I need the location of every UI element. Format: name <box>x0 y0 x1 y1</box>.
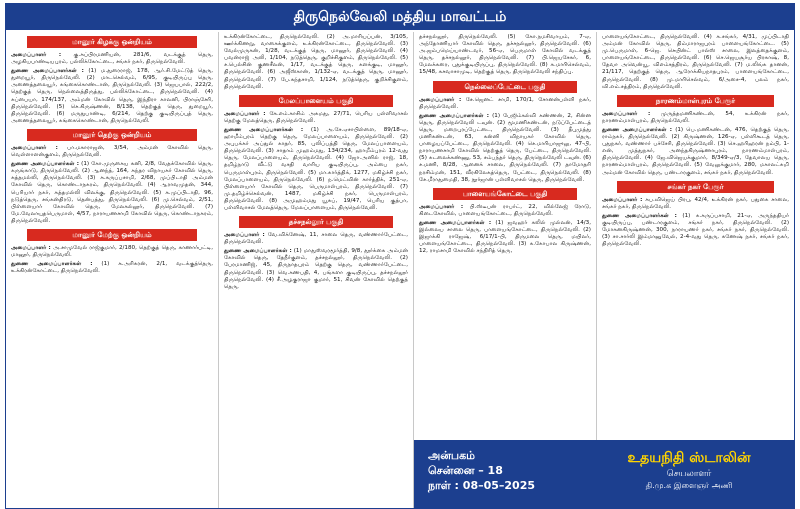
entry-paragraph <box>11 161 213 225</box>
section-heading: சங்கர் நகர் பேரூர் <box>617 181 774 193</box>
footer-date: நாள் : 08–05–2025 <box>428 479 536 492</box>
role-label: அமைப்பாளர் : <box>419 203 464 210</box>
role-label: அமைப்பாளர் : <box>224 110 266 117</box>
entry-paragraph <box>11 261 213 275</box>
section-heading: மானூர் கிழக்கு ஒன்றியம் <box>27 36 197 48</box>
footer-signatory <box>604 448 774 492</box>
column-4 <box>596 32 794 508</box>
entry-text: அ.சாமுவேல் ராஜ்குமார், 2/180, தெற்குத் தெரு, காணார்பட்டி, மானூர், திருநெல்வேலி. <box>11 244 213 259</box>
entry-paragraph <box>602 213 789 248</box>
role-label: துணை அமைப்பாளர்கள் : <box>11 68 84 75</box>
role-label: துணை அமைப்பாளர்கள் : <box>11 161 80 168</box>
entry-text: பி.ஸ்டீபன் ராபர்ட், 22, வில்லேஜ் ரோடு, கிடைகோவில், பாளையங்கோட்டை, திருநெல்வேலி. <box>419 203 591 217</box>
column-3 <box>413 32 596 508</box>
entry-text: (1) ம.துரைராஜ், 178, ஆர்.சி.மேட்டுத் தெரு, துறையூர், திருநெல்வேலி. (2) மாடசெல்வம், 6/95, குடியிருப்பு தெரு, அணைத்தலையூர், கங்கைகொண்டான், திருநெல்வேலி. (3) ஜெயபால், 222/2, தெற்குத் தெரு, நெல்லைத்திருத்து, பல்லிக்கோட்டை, திருநெல்வேலி. (4) சுப்பையா, 174/137, அம்மன் கோவில் தெரு, இந்திரா காலனி, பிராஞ்சேரி, திருநெல்வேலி. (5) செ.கிருஷ்ணன், 8/138, தெற்குத் தெரு, துறையூர், திருநெல்வேலி. (6) மருதுபாண்டி, 6/214, தெற்கு குடியிருப்புத் தெரு, அணைத்தலையூர், கங்கைகொண்டான், திருநெல்வேலி. <box>11 68 214 124</box>
entry-text: சே.ஜெனட் சாமி, 170/1, சோனன்பள்ளி நகர், திருநெல்வேலி. <box>419 96 591 110</box>
entry-text: உக்கிரன்கோட்டை, திருநெல்வேலி. (2) அ.மாரியப்பன், 3/105, ஊர்க்கிணறு, வாகைக்குளம், உக்கிரன்கோட்டை, திருநெல்வேலி. (3) வேல்முருகன், 1/28, வடக்குத் தெரு, மானூர், திருநெல்வேலி. (4) பவன்ராஜ் அலி, 1/104, நடுத்தெரு, குறிச்சிகுளம், திருநெல்வேலி. (5) ச.பெல்சின் குணசீலன், 1/17, வடக்குத் தெரு, களக்குடி, மானூர், திருநெல்வேலி. (6) அஜீஸ்கான், 1/132-ஏ, வடக்குத் தெரு, மானூர், திருநெல்வேலி. (7) பே.கந்தசாமி, 1/124, நடுத்தெரு, குறிச்சிகுளம், திருநெல்வேலி. <box>224 34 408 90</box>
role-label: துணை அமைப்பாளர்கள் : <box>419 219 492 226</box>
role-label: அமைப்பாளர் : <box>11 52 62 58</box>
role-label: துணை அமைப்பாளர்கள் : <box>419 112 489 119</box>
role-label: துணை அமைப்பாளர்கள் : <box>11 261 93 268</box>
entry-paragraph <box>11 68 213 125</box>
role-label: அமைப்பாளர் : <box>602 196 643 203</box>
entry-text: முருத்தமணிகண்டன், 54, உக்கிரன் நகர், நாரணம்மாள்புரம், திருநெல்வேலி. <box>602 110 789 124</box>
section-heading: பாளையங்கோட்டை பகுதி <box>433 188 577 200</box>
entry-text: வே.விக்னேஷ், 11, சாலை தெரு, வண்ணார்பேட்டை, திருநெல்வேலி. <box>224 232 409 246</box>
entry-paragraph <box>419 34 591 77</box>
entry-paragraph <box>602 127 789 177</box>
entry-paragraph <box>224 232 408 246</box>
section-heading: நாரணம்மாள்புரம் பேரூர் <box>617 95 774 107</box>
entry-text: (1) பெ.மணிகண்டன், 476, தெற்குத் தெரு, ராம்நகர், திருநெல்வேலி. (2) கிருஷ்ணன், 126-ஏ, பள்ளிகூடத் தெரு, புதுநகர், வண்ணார் பச்சேரி, திருநெல்வேலி. (3) செ.ஹரிஹரன் நம்பி, 1-என், முத்துநகர், அனந்தகிருஷ்ணாபுரம், நாரணம்மாள்புரம், திருநெல்வேலி. (4) ஜே.விஜெயக்குமார், 8/349-ஏ/3, தேவாலய தெரு, நாரணம்மாள்புரம், திருநெல்வேலி. (5) வேலுக்குமார், 280, மகாலட்சுமி அம்மன் கோவில் தெரு, பண்டாரகுளம், சங்கர் நகர், திருநெல்வேலி. <box>602 126 790 176</box>
entry-text: பா.மகாராஜன், 3/54, அம்மன் கோவில் தெரு, வெள்ளாளன்குளம், திருநெல்வேலி. <box>11 144 213 159</box>
footer-banner <box>414 440 794 508</box>
column-1 <box>6 32 218 508</box>
entry-text: (1) க.கருப்பசாமி, 21-ஏ, அருந்ததியர் குடியிருப்பு, பண்டாரகுளம், சங்கர் நகர், திருநெல்வேலி. (2) மோகனகிருஷ்ணன், 300, நாராயணர் நகர், சங்கர் நகர், திருநெல்வேலி. (3) சா.சார்லி இம்மானுவேல், 2-4-வது தெரு, கணேஷ் நகர், சங்கர் நகர், திருநெல்வேலி. <box>602 212 790 248</box>
entry-paragraph <box>602 197 789 211</box>
entry-paragraph <box>11 52 213 66</box>
section-heading: மானூர் மேற்கு ஒன்றியம் <box>27 229 197 241</box>
section-heading: மேலப்பாளையம் பகுதி <box>239 95 394 107</box>
page-title: திருநெல்வேலி மத்திய மாவட்டம் <box>6 4 794 30</box>
role-label: அமைப்பாளர் : <box>419 96 462 103</box>
entry-paragraph <box>419 97 591 111</box>
role-label: அமைப்பாளர் : <box>224 232 265 239</box>
entry-text: கே.எம்.காசிம் அகமது, 27/71, பெரிய பள்ளிவாசல் தெற்கு மேலத்தெரு, திருநெல்வேலி. <box>224 110 408 124</box>
entry-paragraph <box>419 113 591 184</box>
signatory-role: செயலாளர் <box>666 469 712 479</box>
entry-paragraph <box>602 111 789 125</box>
role-label: துணை அமைப்பாளர்கள் : <box>224 126 304 133</box>
section-heading: மானூர் தெற்கு ஒன்றியம் <box>27 129 197 141</box>
role-label: துணை அமைப்பாளர்கள் : <box>224 248 292 255</box>
entry-text: (1) பேஜிம்கல்வி கண்ணன், 2, சின்ன தெரு, திருநெல்வேலி டவுன். (2) மூமணிகண்டன், நடுப்பேட்டைத் தெரு, மறைபுரப்பேட்டை, திருநெல்வேலி. (3) தீபுமுத்து மணிகண்டன், 63, கன்னி விநாயகர் கோவில் தெரு, பாழையப்பேட்டை, திருநெல்வேலி. (4) செ.மாரியாஜுலு, 47-பி, நாராயணசாமி கோவில் தெற்குத் தெரு, பேட்டை, திருநெல்வேலி. (5) சுடலைக்கண்ணு, 53, சம்பந்தர் தெரு, திருநெல்வேலி டவுன். (6) ச.மணி, 8/28, ஆனைக் சாலை, திருநெல்வேலி. (7) தாமோதரி நரசிம்மன், 151, வீரகிலேகத்தெரு, பேட்டை, திருநெல்வேலி. (8) சே.மீராதுமைதி, 38, நூர்ஜான் பள்ளிவாசல் தெரு, திருநெல்வேலி. <box>419 112 592 183</box>
entry-paragraph <box>11 145 213 159</box>
entry-text: (1) மாதுஸ்வரமூர்த்தி, 9/8, தூர்க்கை அம்மன் கோவில் தெரு, தேநீர்குளம், தச்சநல்லூர், திருநெல்வேலி. (2) பேரமாணிஜ், 45, திருநாதபுரம் தெற்கு தெரு, வண்ணார்பேட்டை, திருநெல்வேலி. (3) வெ.கணபதி, 4, பங்களா குடியிருப்பு, தச்சநல்லூர் திருநெல்வேலி. (4) சீ.அழகுராஜா குமார், 51, சிவன் கோவில் தெற்குத் தெரு, <box>224 248 409 290</box>
entry-text: சுப.விஜெய் பிரபு, 42/4, உக்கிரன் நகர், பதுகை சாலை, சங்கர் நகர், திருநெல்வேலி. <box>602 196 789 210</box>
role-label: அமைப்பாளர் : <box>11 144 58 151</box>
entry-text: (1) கோ.முருகைய கனி, 2/8, வேதக்கோவில் தெரு, கருங்காடு, திருநெல்வேலி. (2) ஆனந்த், 164, சுந்தர விநாயகர் கோவில் தெரு, சுத்தமல்லி, திருநெல்வேலி. (3) சு.கருப்பசாமி, 2/68, முப்பிடாதி அம்மன் கோவில் தெரு, கொண்டாநகரம், திருநெல்வேலி. (4) ஆராவமுதன், 344, பெரியார் நகர், சுத்தமல்லி விலக்கு, திருநெல்வேலி. (5) க.முப்பிடாதி, 96, நடுத்தெரு, சங்கன்திரடு, தென்பத்து, திருநெல்வேலி. (6) மு.செல்வம், 2/51, பிள்ளையார் கோவில் தெரு, மேலகல்லூர், திருநெல்வேலி. (7) மே.வேலாயுதபெருமாள், 4/57, நாராயணசாமி கோவில் தெரு, கொண்டாநகரம், திருநெல்வேலி. <box>11 161 213 224</box>
entry-text: (1) ஜவஹர் கலில் முல்லன், 14/3, இல்லைய சாலை தெரு, பாளையங்கோட்டை, திருநெல்வேலி. (2) இஜாக்கி ராஜேஷ், 6/17/1-பி, திருமலை தெரு, மயிலர், பாளையங்கோட்டை, திருநெல்வேலி. (3) க.கோபால கிருஷ்ணன், 12, ராமசாமி கோவில் சந்திரித் தெரு, <box>419 219 591 255</box>
section-heading: நெல்லைப்பேட்டை பகுதி <box>433 81 577 93</box>
section-heading: தச்சநல்லூர் பகுதி <box>239 216 394 228</box>
footer-city: சென்னை – 18 <box>428 464 503 477</box>
role-label: துணை அமைப்பாளர்கள் : <box>602 212 677 219</box>
signatory-unit: தி.மு.க இளைஞர் அணி <box>645 481 733 490</box>
columns-area <box>6 32 794 508</box>
role-label: துணை அமைப்பாளர்கள் : <box>602 126 673 133</box>
entry-text: பாளையங்கோட்டை, திருநெல்வேலி. (4) க.சங்கர், 4/31, முப்பிடாதி அம்மன் கோவில் தெரு, திம்மாராஜபுரம் பாளையங்கோட்டை. (5) மு.பெருமாள், 6-ஜெ. செயின்ட் பால்ஸ் சாலை, இலத்தைக்குளம், பாளையங்கோட்டை, திருநெல்வேலி. (6) செ.ஜெயசூர்ய பிரகாஷ், 8, தேவா அவென்யூ, விஎம்சத்திரம், திருநெல்வேலி. (7) ம.லிங்க தானன், 21/117, தெற்குத் தெரு, ஆரோக்கியநாதபுரம், பாளையங்கோட்டை, திருநெல்வேலி. (8) மு.மாரிசெல்வம், 6/அசை-4, பலம் நகர், வி.எம்.சத்திரம், திருநெல்வேலி. <box>602 34 789 90</box>
entry-text: (1) அ.சே.ஏசாபிள்ளை, 89/18-ஏ, ஹாமீம்புரம் தெற்கு தெரு, மேலப்பாளையம், திருநெல்வேலி. (2) அபுபக்கர் அப்துல் காதர், 85, புலிப்பத்தி தெரு, மேலப்பாளையம், திருநெல்வேலி. (3) சாதாம் முஹம்மது, 134/234, ஹாமீம்புரம் 12-வது தெரு, மேலப்பாளையம், திருநெல்வேலி. (4) ஜோ.அனில் ராஜ், 18, தமிழ்நாடு வீட்டு வசதி வாரிய குடியிருப்பு, அம்பை நகர், பெருமாள்புரம், திருநெல்வேலி. (5) மா.கார்த்திக், 1277, மகிழ்ச்சி நகர், மேலப்பாளையம், திருநெல்வேலி. (6) ந.மெட்வின் கார்த்திக், 251-ஏ, பிள்ளையார் கோவில் தெரு, பெருமாள்புரம், திருநெல்வேலி. (7) மு.தமிழ்ச்செல்வன், 1487, மகிழ்ச்சி நகர், பெருமாள்புரம், திருநெல்வேலி. (8) அமுஹம்மது யூசுப், 19/47, பெரிய குத்பா, பள்ளிவாசல் மேலத்தெரு, மேலப்பாளையம், திருநெல்வேலி. <box>224 126 409 211</box>
entry-text: கு.சுப்பிரமணியன், 281/6, வடக்குத் தெரு, அழகியபாண்டியபுரம், பல்லிக்கோட்டை, சங்கர் நகர், திருநெல்வேலி. <box>11 52 213 66</box>
entry-paragraph <box>224 111 408 125</box>
notice-frame <box>5 3 795 509</box>
column-2 <box>218 32 413 508</box>
entry-paragraph <box>224 34 408 91</box>
entry-paragraph <box>224 248 408 291</box>
entry-paragraph <box>11 245 213 259</box>
entry-paragraph <box>419 220 591 255</box>
entry-paragraph <box>224 127 408 212</box>
entry-text: (1) க.அரிகரன், 2/1, வடக்குத்தெரு, உக்கிரன்கோட்டை, திருநெல்வேலி. <box>11 261 214 275</box>
entry-paragraph <box>602 34 789 91</box>
role-label: அமைப்பாளர் : <box>11 244 51 251</box>
footer-address <box>428 448 578 493</box>
entry-paragraph <box>419 204 591 218</box>
signatory-name: உதயநிதி ஸ்டாலின் <box>627 450 751 466</box>
entry-text: தச்சநல்லூர், திருநெல்வேலி. (5) கோ.நமசிவாயம், 7-ஏ, அந்தோணியார் கோவில் தெரு, தச்சநல்லூர், திருநெல்வேலி. (6) அ.ஜம்பமெய்யாண்டவர், 56-ஏ, பெருமாள் கோவில் வடக்குத் தெரு, தச்சநல்லூர், திருநெல்வேலி. (7) பி.ஜெயசேகர், 6, மேலக்கரை, புதுக்குடியிருப்பு, திருநெல்வேலி. (8) க.மாரிசெல்வம், 15/48, கசவாசாமுடி, தெற்குத் தெரு, திருநெல்வேலி சந்திப்பு. <box>419 34 591 76</box>
role-label: அமைப்பாளர் : <box>602 110 651 117</box>
footer-place: அன்பகம் <box>428 449 475 462</box>
